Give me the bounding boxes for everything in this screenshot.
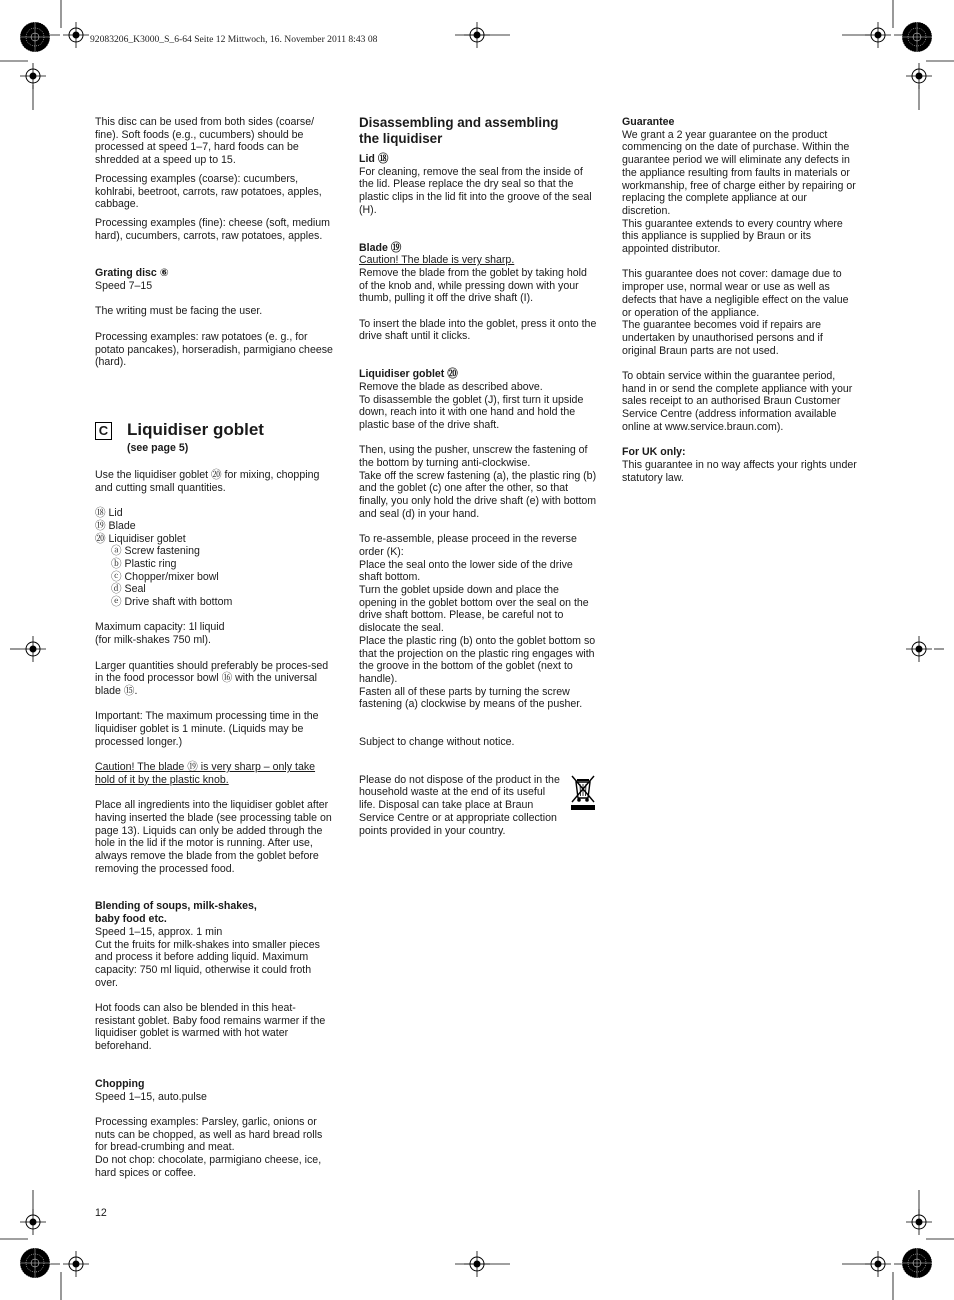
- subpart-item: ⓒ Chopper/mixer bowl: [111, 570, 219, 583]
- reassemble-text-5: Fasten all of these parts by turning the screw fastening (a) clockwise by means of the pusher.: [359, 685, 583, 711]
- chopping-heading: Chopping: [95, 1077, 145, 1090]
- blending-speed-text: Speed 1–15, approx. 1 min: [95, 925, 223, 938]
- column-left: [95, 116, 333, 369]
- guarantee-text-1: We grant a 2 year guarantee on the product commencing on the date of purchase. Within the guarantee period we will eliminate any defects in the appliance resulting from faults in materials or workmanship, free of charge either by repairing or replacing the complete appliance at our discretion.: [622, 128, 856, 217]
- uk-only-heading: For UK only:: [622, 446, 686, 459]
- column-left-lower: [95, 469, 333, 1179]
- larger-quantities-text: Larger quantities should preferably be proces-sed in the food processor bowl ⑯ with the universal blade ⑮.: [95, 659, 329, 697]
- part-item: ⑱ Lid: [95, 507, 123, 520]
- blending-heading-2: baby food etc.: [95, 913, 167, 926]
- goblet-text-1: Remove the blade as described above.: [359, 380, 543, 393]
- starburst-target-icon: [902, 1248, 932, 1278]
- guarantee-text-2: This guarantee extends to every country where this appliance is supplied by Braun or its appointed distributor.: [622, 217, 843, 256]
- starburst-target-icon: [20, 22, 50, 52]
- goblet-text-4: Take off the screw fastening (a), the plastic ring (b) and the goblet (c) one after the other, so that finally, you only hold the drive shaft (e) with bottom and seal (d) in your hand.: [359, 469, 597, 520]
- important-text: Important: The maximum processing time in the liquidiser goblet is 1 minute. (Liquids may be processed longer.): [95, 710, 319, 748]
- lid-text: For cleaning, remove the seal from the inside of the lid. Please replace the dry seal so that the plastic clips in the lid fit into the groove of the seal (H).: [359, 165, 592, 216]
- chopping-examples-text: Processing examples: Parsley, garlic, onions or nuts can be chopped, as well as hard bread rolls for bread-crumbing and meat.: [95, 1115, 323, 1154]
- subpart-item: ⓐ Screw fastening: [111, 545, 200, 558]
- disc-usage-text: This disc can be used from both sides (coarse/ fine). Soft foods (e.g., cucumbers) should be processed at speed 1–7, hard foods can be shredded at a speed up to 15.: [95, 116, 315, 167]
- reassemble-text-3: Turn the goblet upside down and place the opening in the goblet bottom over the seal on the drive shaft bottom. Please, be careful not to dislocate the seal.: [359, 584, 589, 635]
- caution-text: Caution! The blade ⑲ is very sharp – only take hold of it by the plastic knob.: [95, 761, 316, 786]
- blade-insert-text: To insert the blade into the goblet, press it onto the drive shaft until it clicks.: [359, 317, 597, 343]
- capacity-milkshake-text: (for milk-shakes 750 ml).: [95, 634, 211, 647]
- lid-heading: Lid ⑱: [359, 153, 389, 165]
- starburst-target-icon: [20, 1248, 50, 1278]
- capacity-text: Maximum capacity: 1l liquid: [95, 621, 225, 634]
- reassemble-text-4: Place the plastic ring (b) onto the goblet bottom so that the projection on the plastic ring engages with the groove in the bottom of the goblet (next to handle).: [359, 634, 596, 685]
- column-middle: [359, 115, 597, 837]
- column-right: [622, 116, 858, 484]
- uk-only-text: This guarantee in no way affects your rights under statutory law.: [622, 458, 857, 484]
- place-ingredients-text: Place all ingredients into the liquidiser goblet after having inserted the blade (see processing table on page 13). Liquids can only be added through the hole in the lid if the motor is running. After use, always remove the blade from the goblet before removing the processed food.: [95, 799, 332, 875]
- part-item: ⑲ Blade: [95, 519, 136, 532]
- section-title: Liquidiser goblet: [127, 420, 264, 439]
- disassembling-heading-2: the liquidiser: [359, 131, 443, 146]
- grating-writing-text: The writing must be facing the user.: [95, 305, 263, 318]
- fine-examples-text: Processing examples (fine): cheese (soft, medium hard), cucumbers, carrots, raw potatoes, apples.: [95, 216, 330, 242]
- grating-speed-text: Speed 7–15: [95, 280, 153, 293]
- grating-disc-heading: Grating disc ⑥: [95, 267, 169, 280]
- subpart-item: ⓓ Seal: [111, 583, 146, 596]
- blade-heading: Blade ⑲: [359, 241, 402, 254]
- blade-caution-text: Caution! The blade is very sharp.: [359, 254, 515, 267]
- grating-examples-text: Processing examples: raw potatoes (e. g., for potato pancakes), horseradish, parmigiano cheese (hard).: [95, 330, 333, 369]
- chopping-speed-text: Speed 1–15, auto.pulse: [95, 1090, 207, 1103]
- blade-remove-text: Remove the blade from the goblet by taking hold of the knob and, while pressing down with your thumb, pulling it off the drive shaft (I).: [359, 266, 587, 305]
- page-number: 12: [95, 1207, 107, 1219]
- hot-foods-text: Hot foods can also be blended in this heat-resistant goblet. Baby food remains warmer if the liquidiser goblet is warmed with hot water beforehand.: [95, 1002, 326, 1053]
- guarantee-text-4: The guarantee becomes void if repairs are undertaken by unauthorised persons and if original Braun parts are not used.: [622, 319, 823, 357]
- blending-heading: Blending of soups, milk-shakes,: [95, 900, 257, 913]
- goblet-text-2: To disassemble the goblet (J), first turn it upside down, reach into it with one hand and hold the plastic base of the drive shaft.: [359, 393, 584, 431]
- blending-text: Cut the fruits for milk-shakes into smaller pieces and process it before adding liquid. Maximum capacity: 750 ml liquid, otherwise it could froth over.: [95, 938, 320, 989]
- subpart-item: ⓑ Plastic ring: [111, 557, 177, 570]
- crossed-out-wheelie-bin-icon: [570, 773, 596, 811]
- disassembling-heading: Disassembling and assembling: [359, 115, 559, 130]
- guarantee-text-3: This guarantee does not cover: damage due to improper use, normal wear or use as well as defects that have a negligible effect on the value or operation of the appliance.: [622, 268, 849, 319]
- reassemble-text-1: To re-assemble, please proceed in the reverse order (K):: [359, 533, 577, 558]
- reassemble-text-2: Place the seal onto the lower side of the drive shaft bottom.: [359, 558, 573, 584]
- goblet-use-text: Use the liquidiser goblet ⑳ for mixing, chopping and cutting small quantities.: [95, 469, 320, 494]
- subject-to-change-text: Subject to change without notice.: [359, 736, 515, 749]
- disposal-text: Please do not dispose of the product in the household waste at the end of its useful life. Disposal can take place at Braun Service Centre or at appropriate collection points provided in your country.: [359, 773, 560, 837]
- guarantee-heading: Guarantee: [622, 116, 675, 128]
- section-letter-box: C: [95, 422, 112, 440]
- coarse-examples-text: Processing examples (coarse): cucumbers, kohlrabi, beetroot, carrots, raw potatoes, apples, cabbage.: [95, 172, 322, 211]
- goblet-text-3: Then, using the pusher, unscrew the fastening of the bottom by turning anti-clockwise.: [359, 444, 588, 470]
- section-subtitle: (see page 5): [127, 442, 189, 454]
- print-header-line: 92083206_K3000_S_6-64 Seite 12 Mittwoch, 16. November 2011 8:43 08: [90, 34, 378, 45]
- part-item: ⑳ Liquidiser goblet: [95, 532, 186, 545]
- starburst-target-icon: [902, 22, 932, 52]
- guarantee-text-5: To obtain service within the guarantee period, hand in or send the complete appliance with your sales receipt to an authorised Braun Customer Service Centre (address information available online at www.service.braun.com).: [622, 370, 853, 433]
- subpart-item: ⓔ Drive shaft with bottom: [111, 596, 233, 609]
- do-not-chop-text: Do not chop: chocolate, parmigiano cheese, ice, hard spices or coffee.: [95, 1154, 322, 1179]
- liquidiser-goblet-heading: Liquidiser goblet ⑳: [359, 368, 458, 381]
